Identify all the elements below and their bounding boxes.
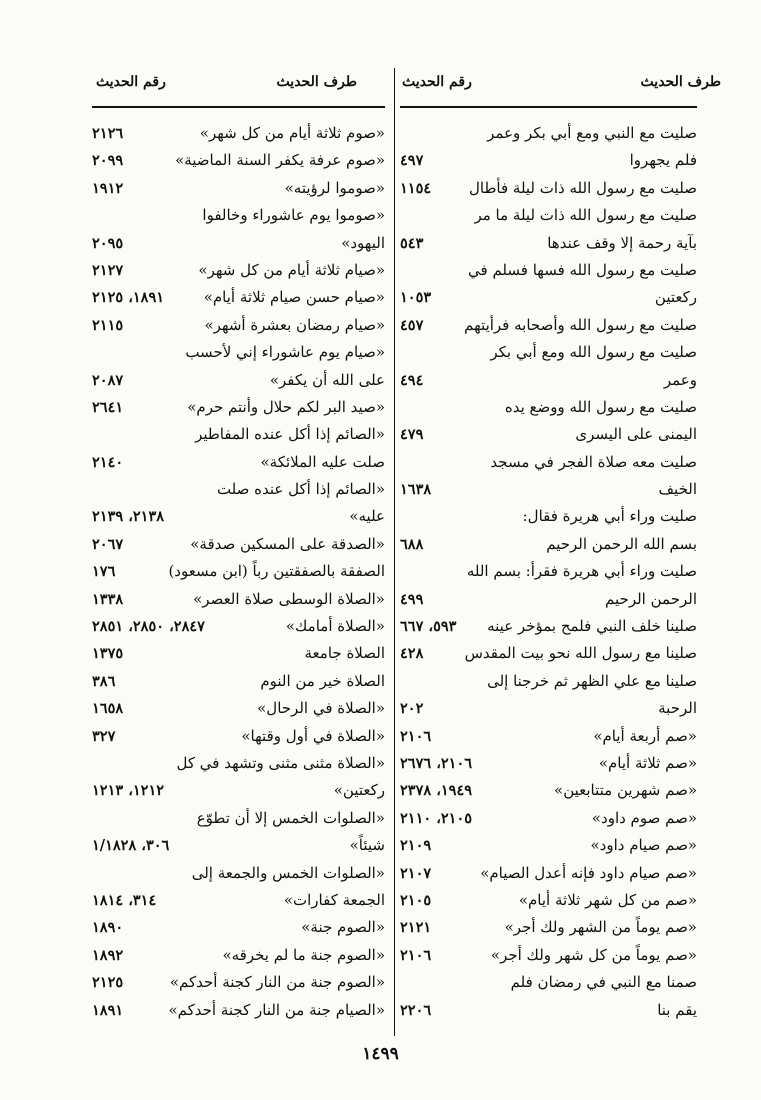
hadith-text: «الصدقة على المسكين صدقة» (190, 534, 385, 553)
hadith-text: ركعتين» (333, 781, 385, 800)
hadith-number: ٤٢٨ (400, 645, 424, 663)
hadith-text: «الصوم جنة» (301, 918, 385, 937)
list-item (92, 969, 385, 996)
list-item (400, 668, 697, 695)
list-item (400, 586, 697, 613)
hadith-text: «الصائم إذا أكل عنده المفاطير (195, 425, 385, 444)
list-item (92, 284, 385, 311)
list-item (400, 202, 697, 229)
hadith-text: الرحمن الرحيم (605, 589, 697, 608)
hadith-text: «صيام يوم عاشوراء إني لأحسب (185, 343, 385, 362)
hadith-text: صلينا مع علي الظهر ثم خرجنا إلى (487, 671, 697, 690)
hadith-text: «صم يوماً من الشهر ولك أجر» (504, 918, 697, 937)
list-item (92, 339, 385, 366)
hadith-number: ٢١٢٧ (92, 261, 124, 279)
hadith-number: ٦٨٨ (400, 535, 424, 553)
hadith-text: «صوموا يوم عاشوراء وخالفوا (202, 206, 385, 225)
left-text-header: طرف الحديث (276, 74, 357, 90)
list-item (400, 777, 697, 804)
list-item (400, 230, 697, 257)
hadith-number: ٢٠٦٧ (92, 535, 124, 553)
hadith-text: صليت مع رسول الله ذات ليلة ما مر (474, 206, 697, 225)
hadith-number: ١٩١٢ (92, 179, 124, 197)
hadith-text: «الصلاة في الرحال» (257, 699, 385, 718)
hadith-text: بآية رحمة إلا وقف عندها (547, 233, 697, 252)
list-item (92, 750, 385, 777)
list-item (400, 147, 697, 174)
list-item (92, 586, 385, 613)
hadith-number: ٣٠٦، ١/١٨٢٨ (92, 837, 170, 855)
hadith-text: شيئاً» (349, 836, 385, 855)
list-item (400, 339, 697, 366)
hadith-text: «الصلاة في أول وقتها» (241, 726, 385, 745)
hadith-number: ٤٩٤ (400, 371, 424, 389)
hadith-number: ٣٢٧ (92, 727, 116, 745)
list-item (92, 640, 385, 667)
hadith-text: «صم صوم داود» (591, 808, 697, 827)
hadith-text: اليهود» (341, 233, 385, 252)
hadith-text: اليمنى على اليسرى (575, 425, 697, 444)
hadith-text: صلينا مع رسول الله نحو بيت المقدس (464, 644, 697, 663)
hadith-text: «صم شهرين متتابعين» (554, 781, 697, 800)
hadith-text: «الصوم جنة من النار كجنة أحدكم» (169, 973, 385, 992)
hadith-text: «الصلاة الوسطى صلاة العصر» (193, 589, 385, 608)
list-item (400, 613, 697, 640)
list-item (92, 230, 385, 257)
hadith-text: الخيف (658, 480, 697, 499)
list-item (400, 942, 697, 969)
hadith-text: عليه» (349, 507, 385, 526)
list-item (400, 312, 697, 339)
hadith-text: «صيام ثلاثة أيام من كل شهر» (198, 260, 385, 279)
left-header-rule (92, 106, 385, 108)
hadith-number: ٢٨٤٧، ٢٨٥٠، ٢٨٥١ (92, 618, 205, 636)
list-item (400, 421, 697, 448)
list-item (92, 997, 385, 1024)
list-item (92, 777, 385, 804)
list-item (92, 394, 385, 421)
hadith-number: ٢١٢١ (400, 919, 432, 937)
list-item (92, 202, 385, 229)
list-item (92, 723, 385, 750)
hadith-text: «صم أربعة أيام» (593, 726, 697, 745)
list-item (92, 805, 385, 832)
list-item (400, 120, 697, 147)
hadith-text: الصفقة بالصفقتين رباً (ابن مسعود) (168, 562, 385, 581)
hadith-text: ركعتين (654, 288, 697, 307)
hadith-text: «صوموا لرؤيته» (284, 178, 385, 197)
hadith-number: ٢١٠٧ (400, 864, 432, 882)
hadith-number: ١٦٥٨ (92, 700, 124, 718)
hadith-number: ١٧٦ (92, 563, 116, 581)
hadith-number: ١٨٩١ (92, 1001, 124, 1019)
hadith-text: صليت وراء أبي هريرة فقال: (522, 507, 697, 526)
list-item (400, 449, 697, 476)
hadith-number: ٢١٠٩ (400, 837, 432, 855)
list-item (92, 312, 385, 339)
hadith-number: ٢١١٥ (92, 316, 124, 334)
list-item (400, 914, 697, 941)
hadith-number: ١٦٣٨ (400, 481, 432, 499)
list-item (92, 120, 385, 147)
hadith-number: ٢١٢٦ (92, 125, 124, 142)
hadith-text: «صيام رمضان بعشرة أشهر» (204, 315, 385, 334)
right-column (400, 120, 697, 1024)
list-item (400, 257, 697, 284)
list-item (92, 449, 385, 476)
hadith-text: «صم من كل شهر ثلاثة أيام» (518, 890, 697, 909)
list-item (400, 969, 697, 996)
list-item (400, 367, 697, 394)
hadith-number: ٥٤٣ (400, 234, 424, 252)
hadith-text: «صوم عرفة يكفر السنة الماضية» (175, 151, 385, 170)
list-item (92, 942, 385, 969)
hadith-number: ٣٨٦ (92, 672, 116, 690)
hadith-number: ٢١٠٦، ٢٦٧٦ (400, 754, 473, 772)
list-item (400, 175, 697, 202)
list-item (92, 613, 385, 640)
right-header-rule (400, 106, 697, 108)
hadith-text: وعمر (663, 370, 697, 389)
hadith-text: «صوم ثلاثة أيام من كل شهر» (199, 124, 385, 142)
hadith-text: فلم يجهروا (629, 151, 697, 170)
list-item (92, 257, 385, 284)
hadith-number: ١٨٩١، ٢١٢٥ (92, 289, 165, 307)
list-item (400, 750, 697, 777)
hadith-number: ١٣٣٨ (92, 590, 124, 608)
hadith-number: ١٨٩٢ (92, 946, 124, 964)
hadith-number: ٢٠٨٧ (92, 371, 124, 389)
list-item (92, 695, 385, 722)
hadith-text: «الصلاة مثنى مثنى وتشهد في كل (176, 753, 385, 772)
hadith-text: صليت مع رسول الله ومع أبي بكر (490, 343, 697, 362)
hadith-number: ٥٩٣، ٦٦٧ (400, 618, 457, 636)
hadith-text: صليت مع رسول الله ذات ليلة فأطال (468, 178, 697, 197)
hadith-number: ٤٧٩ (400, 426, 424, 444)
hadith-text: يقم بنا (657, 1000, 697, 1019)
hadith-text: «الصلاة أمامك» (285, 617, 385, 636)
hadith-number: ٢٦٤١ (92, 398, 124, 416)
list-item (400, 860, 697, 887)
hadith-number: ٢١٠٥ (400, 891, 432, 909)
hadith-text: «الصلوات الخمس إلا أن تطوّع (196, 808, 385, 827)
list-item (92, 558, 385, 585)
column-divider (394, 68, 395, 1036)
list-item (400, 805, 697, 832)
hadith-number: ٢٠٩٥ (92, 234, 124, 252)
hadith-text: صلينا خلف النبي فلمح بمؤخر عينه (487, 617, 697, 636)
hadith-number: ٢١٠٦ (400, 727, 432, 745)
list-item (92, 147, 385, 174)
hadith-text: «صم ثلاثة أيام» (598, 753, 697, 772)
hadith-number: ٢١٤٠ (92, 453, 124, 471)
hadith-number: ٢٢٠٦ (400, 1001, 432, 1019)
list-item (92, 421, 385, 448)
left-column (92, 120, 385, 1024)
hadith-text: صليت وراء أبي هريرة فقرأ: بسم الله (466, 562, 697, 581)
hadith-text: «الصلوات الخمس والجمعة إلى (191, 863, 385, 882)
list-item (400, 695, 697, 722)
hadith-text: صمنا مع النبي في رمضان فلم (510, 973, 697, 992)
page-number: ١٤٩٩ (362, 1044, 399, 1064)
list-item (92, 175, 385, 202)
hadith-number: ٤٥٧ (400, 316, 424, 334)
hadith-number: ٢١٠٦ (400, 946, 432, 964)
hadith-number: ٤٩٩ (400, 590, 424, 608)
hadith-text: الصلاة خير من النوم (260, 671, 385, 690)
hadith-text: صليت مع رسول الله فسها فسلم في (468, 260, 697, 279)
list-item (400, 503, 697, 530)
list-item (400, 558, 697, 585)
hadith-text: «الصيام جنة من النار كجنة أحدكم» (168, 1000, 385, 1019)
hadith-text: بسم الله الرحمن الرحيم (546, 534, 697, 553)
list-item (92, 860, 385, 887)
hadith-text: الرحبة (658, 699, 697, 718)
list-item (400, 640, 697, 667)
hadith-text: صليت مع رسول الله ووضع يده (504, 397, 697, 416)
list-item (92, 367, 385, 394)
list-item (92, 668, 385, 695)
list-item (400, 887, 697, 914)
right-text-header: طرف الحديث (640, 74, 721, 90)
list-item (92, 503, 385, 530)
list-item (92, 887, 385, 914)
list-item (92, 531, 385, 558)
hadith-number: ٣١٤، ١٨١٤ (92, 891, 157, 909)
hadith-text: صليت معه صلاة الفجر في مسجد (490, 452, 697, 471)
list-item (400, 476, 697, 503)
hadith-number: ٢٠٩٩ (92, 152, 124, 170)
list-item (400, 394, 697, 421)
hadith-number: ١٣٧٥ (92, 645, 124, 663)
hadith-number: ١٢١٢، ١٢١٣ (92, 782, 165, 800)
hadith-text: على الله أن يكفر» (269, 370, 385, 389)
list-item (92, 832, 385, 859)
hadith-text: صلت عليه الملائكة» (260, 452, 385, 471)
left-num-header: رقم الحديث (96, 74, 166, 90)
hadith-number: ٢١٢٥ (92, 974, 124, 992)
hadith-text: «صيام حسن صيام ثلاثة أيام» (203, 288, 385, 307)
hadith-text: «صم يوماً من كل شهر ولك أجر» (490, 945, 697, 964)
hadith-number: ١٨٩٠ (92, 919, 124, 937)
hadith-number: ١١٥٤ (400, 179, 432, 197)
hadith-text: «الصائم إذا أكل عنده صلت (216, 480, 385, 499)
list-item (400, 997, 697, 1024)
list-item (400, 531, 697, 558)
hadith-text: الصلاة جامعة (304, 644, 385, 663)
hadith-number: ١٩٤٩، ٢٣٧٨ (400, 782, 473, 800)
hadith-text: «صم صيام داود فإنه أعدل الصيام» (480, 863, 697, 882)
list-item (92, 914, 385, 941)
hadith-text: صليت مع النبي ومع أبي بكر وعمر (487, 124, 697, 142)
hadith-number: ٢١٠٥، ٢١١٠ (400, 809, 473, 827)
hadith-text: «صم صيام داود» (590, 836, 697, 855)
hadith-number: ٢٠٢ (400, 700, 424, 718)
list-item (400, 832, 697, 859)
list-item (92, 476, 385, 503)
hadith-text: الجمعة كفارات» (283, 890, 385, 909)
hadith-number: ١٠٥٣ (400, 289, 432, 307)
list-item (400, 284, 697, 311)
hadith-number: ٢١٣٨، ٢١٣٩ (92, 508, 165, 526)
hadith-number: ٤٩٧ (400, 152, 424, 170)
hadith-text: «صيد البر لكم حلال وأنتم حرم» (187, 397, 385, 416)
hadith-text: «الصوم جنة ما لم يخرقه» (222, 945, 385, 964)
list-item (400, 723, 697, 750)
right-num-header: رقم الحديث (402, 74, 472, 90)
hadith-text: صليت مع رسول الله وأصحابه فرأيتهم (464, 315, 697, 334)
